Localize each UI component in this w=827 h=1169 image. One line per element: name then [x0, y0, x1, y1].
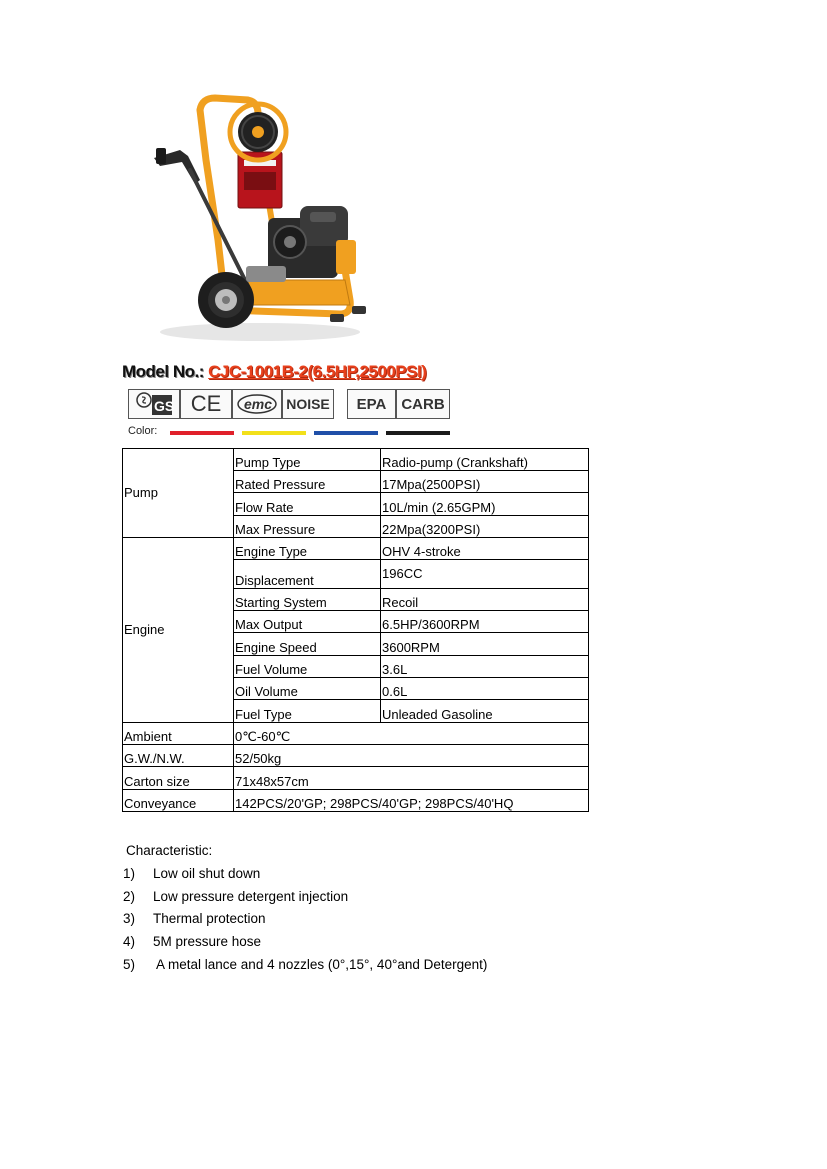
color-swatch-black	[386, 431, 450, 435]
list-item-number: 4)	[123, 934, 136, 949]
list-item-number: 1)	[123, 866, 136, 881]
list-item-number: 3)	[123, 911, 136, 926]
table-row	[123, 790, 589, 812]
value-cell: 10L/min (2.65GPM)	[381, 493, 589, 516]
param-cell: Rated Pressure	[234, 471, 381, 493]
table-row	[123, 723, 589, 745]
epa-logo-icon: EPA	[347, 389, 396, 419]
param-cell: Pump Type	[234, 449, 381, 471]
model-number-label: Model No.:	[122, 362, 204, 381]
value-cell: 3600RPM	[381, 633, 589, 656]
list-item-number: 5)	[123, 957, 136, 972]
carb-logo-icon: CARB	[396, 389, 450, 419]
gs-mark-icon	[134, 391, 174, 417]
row-label-cell: G.W./N.W.	[123, 745, 234, 767]
color-swatch-blue	[314, 431, 378, 435]
row-value-cell: 142PCS/20'GP; 298PCS/40'GP; 298PCS/40'HQ	[234, 790, 589, 812]
param-cell: Engine Speed	[234, 633, 381, 656]
value-cell: 3.6L	[381, 656, 589, 678]
table-row	[123, 538, 589, 560]
characteristics-title: Characteristic:	[126, 843, 213, 858]
list-item	[123, 911, 266, 926]
ce-logo-icon: CE	[180, 389, 232, 419]
list-item	[123, 934, 261, 949]
value-cell: 22Mpa(3200PSI)	[381, 516, 589, 538]
color-swatch-red	[170, 431, 234, 435]
emc-logo-icon	[232, 389, 282, 419]
param-cell: Engine Type	[234, 538, 381, 560]
model-number	[122, 362, 426, 382]
color-label: Color:	[128, 425, 158, 437]
emc-mark-icon	[235, 391, 279, 417]
table-row	[123, 449, 589, 471]
gs-text: GS	[154, 398, 174, 414]
value-cell: 17Mpa(2500PSI)	[381, 471, 589, 493]
group-label-engine: Engine	[123, 538, 234, 723]
table-row	[123, 767, 589, 790]
group-label-pump: Pump	[123, 449, 234, 538]
value-cell: OHV 4-stroke	[381, 538, 589, 560]
list-item-text: Low oil shut down	[153, 866, 261, 881]
list-item	[123, 866, 260, 881]
param-cell: Fuel Volume	[234, 656, 381, 678]
row-label-cell: Ambient	[123, 723, 234, 745]
param-cell: Displacement	[234, 560, 381, 589]
value-cell: 6.5HP/3600RPM	[381, 611, 589, 633]
row-value-cell: 52/50kg	[234, 745, 589, 767]
row-label-cell: Conveyance	[123, 790, 234, 812]
param-cell: Max Pressure	[234, 516, 381, 538]
model-number-value: CJC-1001B-2(6.5HP,2500PSI)	[208, 362, 427, 381]
color-options	[128, 425, 157, 437]
list-item-text: A metal lance and 4 nozzles (0°,15°, 40°and Detergent)	[153, 957, 488, 972]
value-cell: Radio-pump (Crankshaft)	[381, 449, 589, 471]
list-item	[123, 889, 348, 904]
value-cell: 0.6L	[381, 678, 589, 700]
list-item	[123, 957, 487, 972]
emc-text: emc	[244, 396, 273, 412]
list-item-text: Low pressure detergent injection	[153, 889, 349, 904]
param-cell: Starting System	[234, 589, 381, 611]
list-item-text: 5M pressure hose	[153, 934, 262, 949]
list-item-number: 2)	[123, 889, 136, 904]
value-cell: Recoil	[381, 589, 589, 611]
noise-logo-icon: NOISE	[282, 389, 334, 419]
row-label-cell: Carton size	[123, 767, 234, 790]
gs-logo-icon	[128, 389, 180, 419]
param-cell: Oil Volume	[234, 678, 381, 700]
pressure-washer-image	[140, 90, 370, 345]
value-cell: Unleaded Gasoline	[381, 700, 589, 723]
value-cell: 196CC	[381, 560, 589, 589]
row-value-cell: 0℃-60℃	[234, 723, 589, 745]
param-cell: Flow Rate	[234, 493, 381, 516]
param-cell: Max Output	[234, 611, 381, 633]
color-swatch-yellow	[242, 431, 306, 435]
param-cell: Fuel Type	[234, 700, 381, 723]
row-value-cell: 71x48x57cm	[234, 767, 589, 790]
table-row	[123, 745, 589, 767]
specification-table	[122, 448, 589, 812]
list-item-text: Thermal protection	[153, 911, 266, 926]
